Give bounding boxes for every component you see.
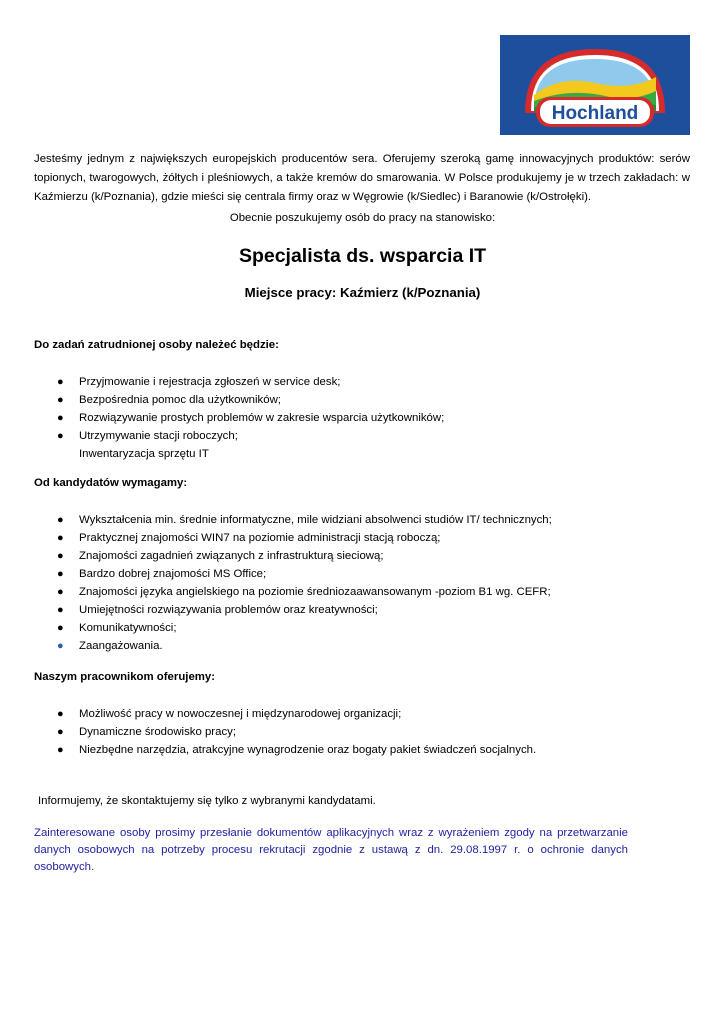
gdpr-footer: Zainteresowane osoby prosimy przesłanie dokumentów aplikacyjnych wraz z wyrażeniem zgody na przetwarzanie danych osobowych na potrzeby procesu rekrutacji zgodnie z ustawą z dn. 29.08.1997 r. o ochronie danych osobowych. (34, 827, 628, 873)
offer-heading: Naszym pracownikom oferujemy: (34, 671, 216, 683)
logo-wordmark: Hochland (551, 103, 639, 124)
bullet-icon: ● (57, 550, 64, 562)
list-item-text: Dynamiczne środowisko pracy; (79, 726, 236, 738)
bullet-icon: ● (57, 708, 64, 720)
job-location: Miejsce pracy: Kaźmierz (k/Poznania) (244, 285, 481, 300)
list-item-text: Możliwość pracy w nowoczesnej i międzynarodowej organizacji; (79, 708, 402, 720)
list-item (0, 637, 552, 655)
list-item (0, 529, 552, 547)
list-item-text: Praktycznej znajomości WIN7 na poziomie administracji stacją roboczą; (79, 532, 441, 544)
list-item-continuation: Inwentaryzacja sprzętu IT (79, 448, 209, 460)
list-item (0, 409, 444, 427)
lead-text: Obecnie poszukujemy osób do pracy na stanowisko: (229, 212, 496, 224)
list-item (0, 391, 444, 409)
list-item-text: Utrzymywanie stacji roboczych; (79, 430, 238, 442)
bullet-icon: ● (57, 744, 64, 756)
bullet-icon: ● (57, 532, 64, 544)
list-item-text: Znajomości zagadnień związanych z infrastrukturą sieciową; (79, 550, 384, 562)
list-item-text: Bezpośrednia pomoc dla użytkowników; (79, 394, 281, 406)
bullet-icon: ● (57, 376, 64, 388)
bullet-icon: ● (57, 604, 64, 616)
list-item (0, 427, 444, 463)
job-title: Specjalista ds. wsparcia IT (238, 245, 487, 267)
list-item-text: Komunikatywności; (79, 622, 177, 634)
list-item-text: Umiejętności rozwiązywania problemów oraz kreatywności; (79, 604, 378, 616)
company-intro: Jesteśmy jednym z największych europejskich producentów sera. Oferujemy szeroką gamę innowacyjnych produktów: serów topionych, twarogowych, żółtych i pleśniowych, a także kremów do smarowania. W Polsce produkujemy je w trzech zakładach: w Kaźmierzu (k/Poznania), gdzie mieści się centrala firmy oraz w Węgrowie (k/Siedlec) i Baranowie (k/Ostrołęki). (34, 153, 690, 203)
list-item-text: Przyjmowanie i rejestracja zgłoszeń w service desk; (79, 376, 341, 388)
list-item-text: Rozwiązywanie prostych problemów w zakresie wsparcia użytkowników; (79, 412, 445, 424)
hochland-logo (500, 35, 690, 135)
bullet-icon: ● (57, 430, 64, 442)
list-item-text: Zaangażowania. (79, 640, 163, 652)
list-item (0, 565, 552, 583)
bullet-icon: ● (57, 394, 64, 406)
contact-note: Informujemy, że skontaktujemy się tylko z wybranymi kandydatami. (38, 795, 376, 807)
offer-list (0, 705, 536, 759)
list-item-text: Bardzo dobrej znajomości MS Office; (79, 568, 267, 580)
list-item (0, 705, 536, 723)
bullet-icon: ● (57, 622, 64, 634)
requirements-heading: Od kandydatów wymagamy: (34, 477, 188, 489)
list-item (0, 547, 552, 565)
list-item (0, 741, 536, 759)
duties-list (0, 373, 444, 463)
requirements-list (0, 511, 552, 655)
list-item-text: Niezbędne narzędzia, atrakcyjne wynagrodzenie oraz bogaty pakiet świadczeń socjalnych. (79, 744, 537, 756)
hochland-logo-graphic (500, 35, 690, 135)
list-item (0, 601, 552, 619)
list-item (0, 583, 552, 601)
list-item (0, 723, 536, 741)
list-item-text: Wykształcenia min. średnie informatyczne, mile widziani absolwenci studiów IT/ technicznych; (79, 514, 552, 526)
bullet-icon: ● (57, 412, 64, 424)
list-item-text: Znajomości języka angielskiego na poziomie średniozaawansowanym -poziom B1 wg. CEFR; (79, 586, 551, 598)
bullet-icon: ● (57, 514, 64, 526)
bullet-icon: ● (57, 586, 64, 598)
list-item (0, 373, 444, 391)
list-item (0, 511, 552, 529)
list-item (0, 619, 552, 637)
duties-heading: Do zadań zatrudnionej osoby należeć będzie: (34, 339, 279, 351)
bullet-icon: ● (57, 726, 64, 738)
bullet-icon: ● (57, 640, 64, 652)
bullet-icon: ● (57, 568, 64, 580)
